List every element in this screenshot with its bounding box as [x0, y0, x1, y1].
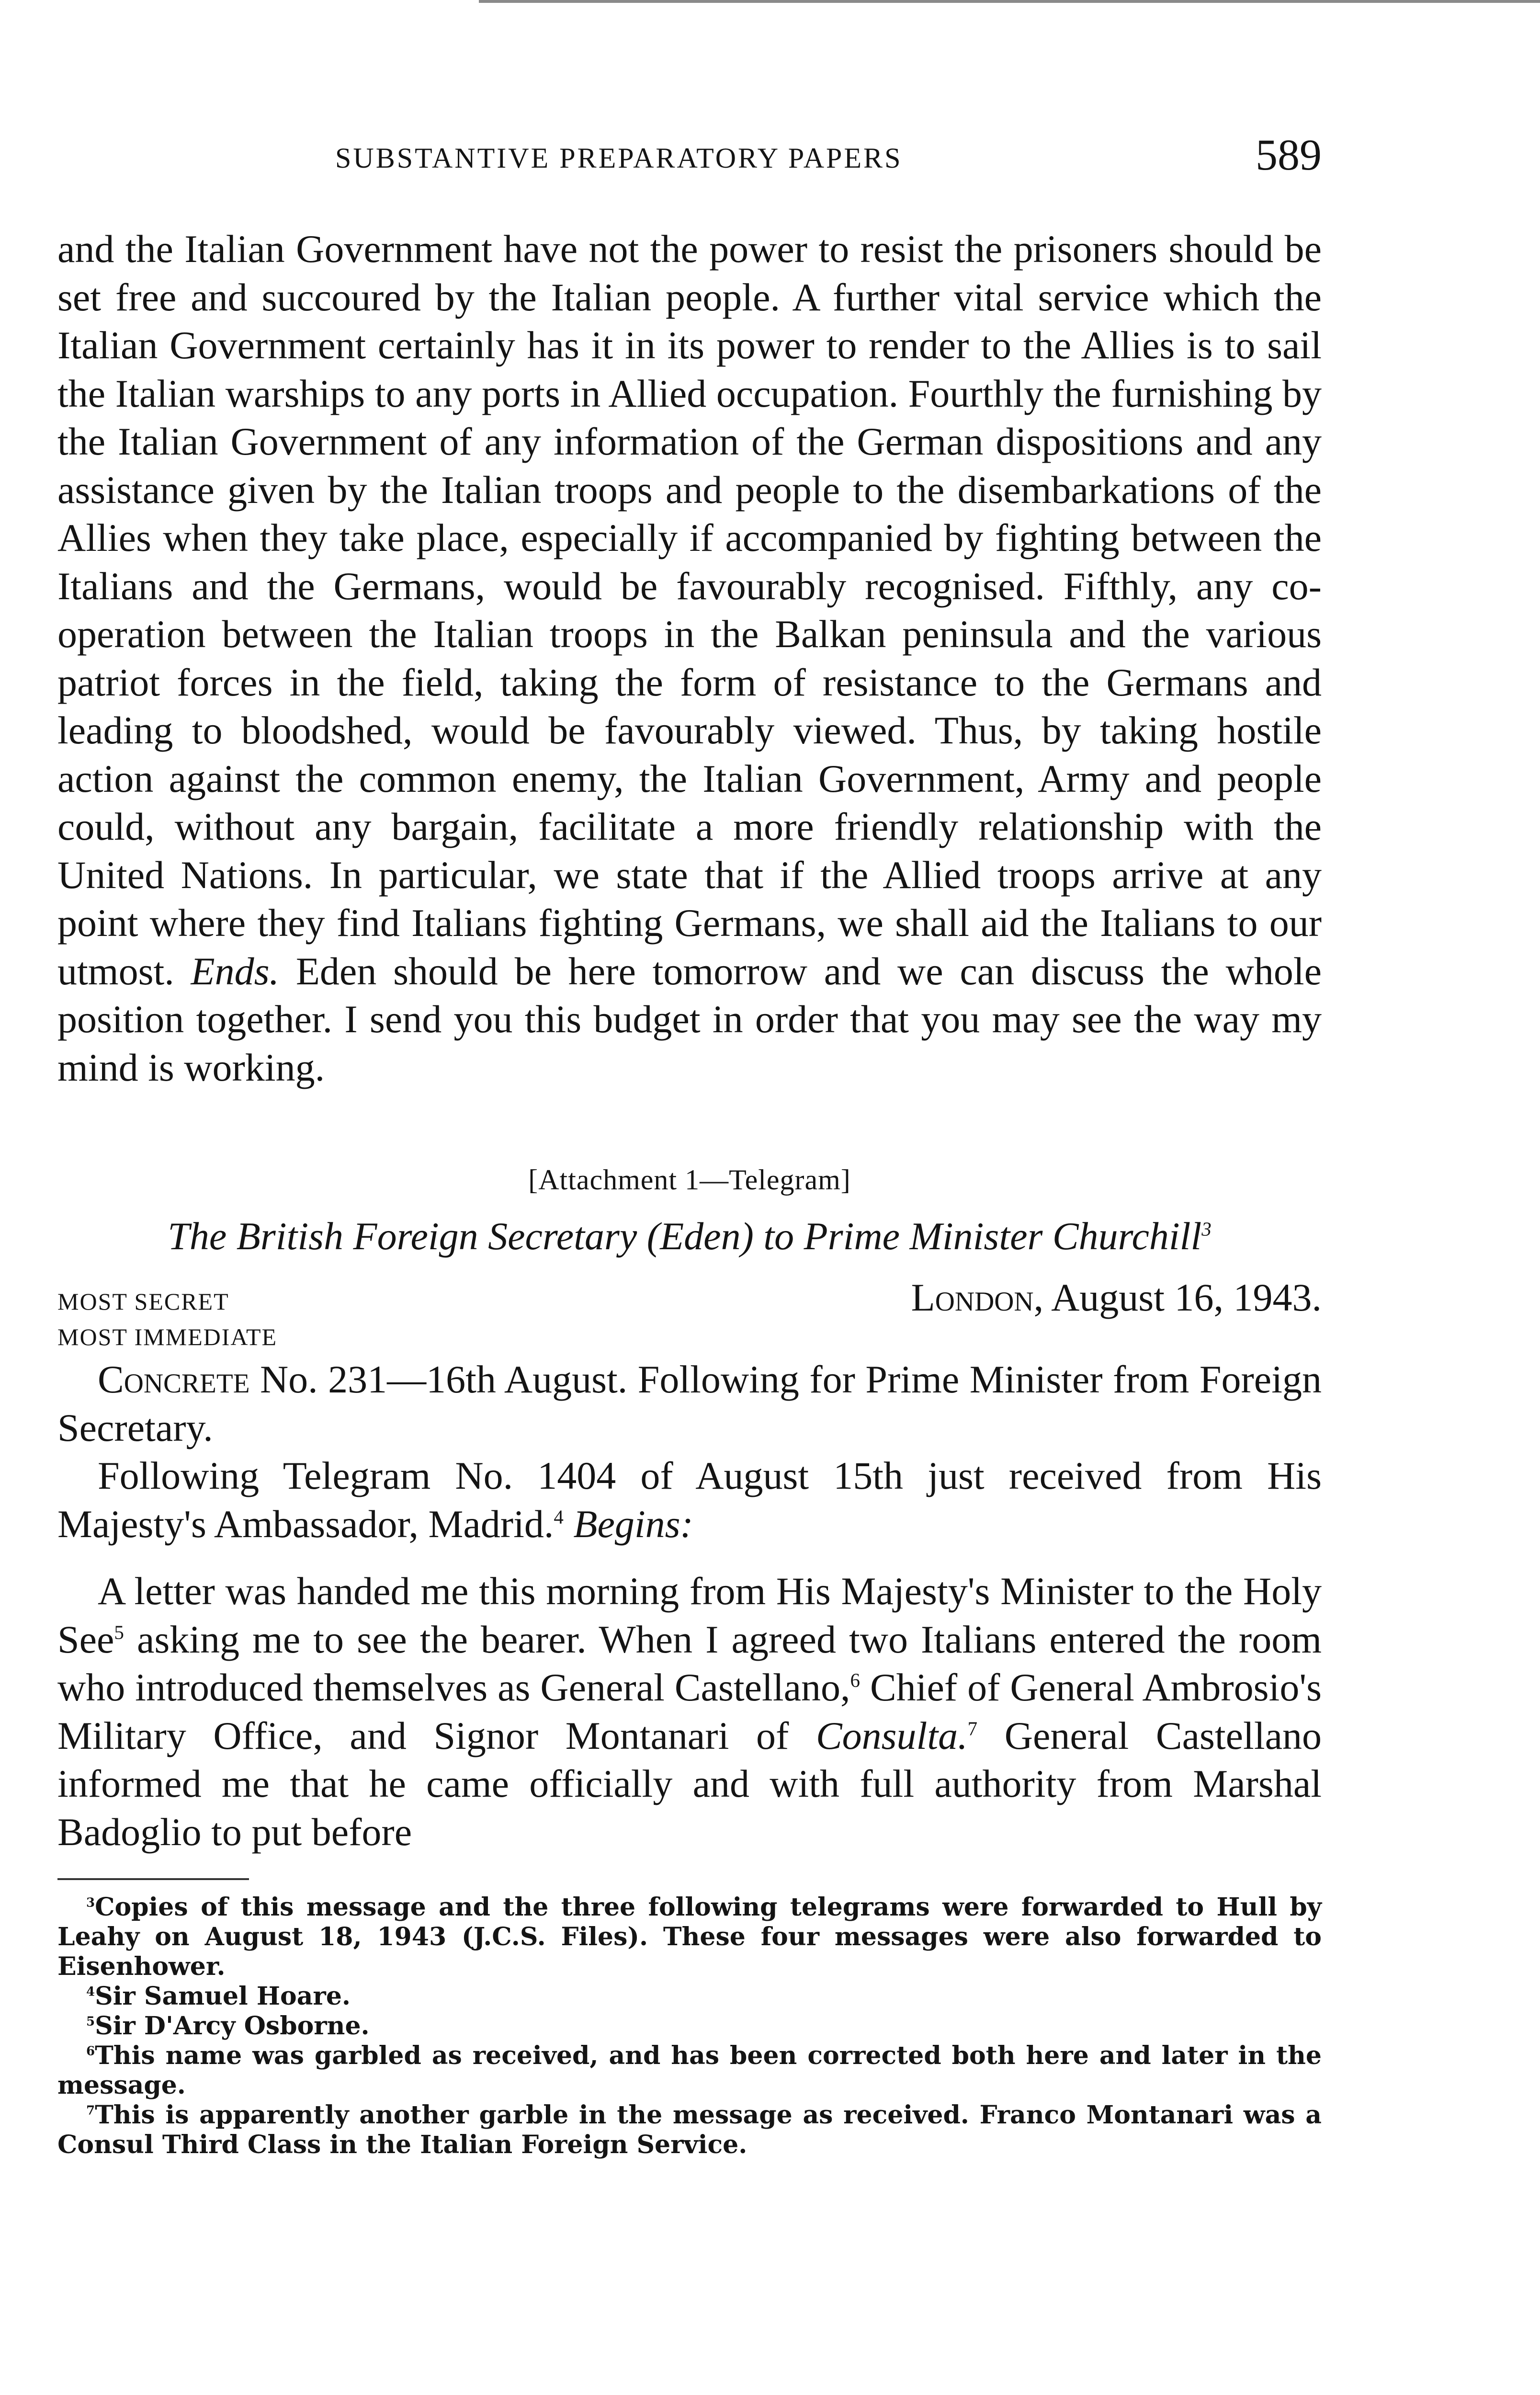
telegram-paragraph-3-a: A letter was handed me this morning from His Majesty's Minister to the Holy See	[57, 1569, 1322, 1661]
telegram-paragraph-3-c: Chief of General Ambrosio's Military Office, and Signor Montanari of	[57, 1665, 1322, 1757]
continuation-text-part1: and the Italian Government have not the power to resist the prisoners should be set free and succoured by the Italian people. A further vital service which the Italian Government certainly has it in its power to render to the Allies is to sail the Italian warships to any ports in Allied occupation. Fourthly the furnishing by the Italian Government of any information of the German dispositions and any assistance given by the Italian troops and people to the disembarkations of the Allies when they take place, especially if accompanied by fighting between the Italians and the Germans, would be favourably recognised. Fifthly, any co-operation between the Italian troops in the Balkan peninsula and the various patriot forces in the field, taking the form of resistance to the Germans and leading to bloodshed, would be favourably viewed. Thus, by taking hostile action against the common enemy, the Italian Government, Army and people could, without any bargain, facilitate a more friendly relationship with the United Nations. In particular, we state that if the Allied troops arrive at any point where they find Italians fighting Germans, we shall aid the Italians to our utmost.	[57, 227, 1322, 993]
footnote-item	[57, 1893, 1322, 1982]
footnote-item	[57, 1982, 1322, 2011]
attachment-heading: [Attachment 1—Telegram]	[528, 1164, 851, 1196]
telegram-paragraph-1	[57, 1356, 1322, 1452]
running-title: SUBSTANTIVE PREPARATORY PAPERS	[335, 142, 903, 174]
continuation-text-part2: Eden should be here tomorrow and we can discuss the whole position together. I send you this budget in order that you may see the way my mind is working.	[57, 949, 1322, 1089]
footnote-text: This name was garbled as received, and has been corrected both here and later in the message.	[57, 2041, 1322, 2100]
footnote-separator	[57, 1878, 249, 1880]
footnote-text: Copies of this message and the three following telegrams were forwarded to Hull by Leahy on August 18, 1943 (J.C.S. Files). These four messages were also forwarded to Eisenhower.	[57, 1893, 1322, 1981]
footnotes	[57, 1893, 1322, 2160]
dateline-date: August 16, 1943.	[1051, 1276, 1322, 1319]
footnote-ref-7: 7	[967, 1717, 978, 1740]
classification-most-immediate: MOST IMMEDIATE	[57, 1323, 278, 1350]
footnote-item	[57, 2011, 1322, 2041]
telegram-paragraph-3-d: General Castellano informed me that he came officially and with full authority from Marshal Badoglio to put before	[57, 1713, 1322, 1854]
document-page	[57, 129, 1322, 2160]
footnote-text: This is apparently another garble in the message as received. Franco Montanari was a Consul Third Class in the Italian Foreign Service.	[57, 2100, 1322, 2159]
telegram-paragraph-2	[57, 1452, 1322, 1548]
telegram-title-text: The British Foreign Secretary (Eden) to Prime Minister Churchill	[168, 1214, 1202, 1258]
telegram-paragraph-3-b: asking me to see the bearer. When I agreed two Italians entered the room who introduced themselves as General Castellano,	[57, 1617, 1322, 1709]
ends-marker: Ends.	[191, 949, 280, 993]
page-number: 589	[1256, 130, 1322, 179]
footnote-item	[57, 2100, 1322, 2160]
dateline-place: London,	[911, 1276, 1044, 1319]
footnote-ref-6: 6	[850, 1669, 860, 1691]
footnote-number: 5	[86, 2014, 95, 2029]
footnote-ref-3: 3	[1201, 1218, 1212, 1240]
footnote-ref-5: 5	[114, 1621, 124, 1643]
telegram-paragraph-3	[57, 1567, 1322, 1856]
footnote-text: Sir D'Arcy Osborne.	[95, 2011, 370, 2041]
consulta-word: Consulta.	[815, 1713, 968, 1757]
paragraph-spacer	[57, 1548, 1322, 1567]
footnote-item	[57, 2041, 1322, 2100]
telegram-title	[57, 1214, 1322, 1259]
telegram-meta	[57, 1276, 1322, 1320]
running-header	[57, 129, 1322, 187]
continuation-paragraph	[57, 225, 1322, 1092]
top-border-line	[479, 0, 1540, 3]
begins-marker: Begins:	[573, 1502, 693, 1546]
classification-most-secret: MOST SECRET	[57, 1288, 229, 1315]
telegram-paragraph-1-text: No. 231—16th August. Following for Prime Minister from Foreign Secretary.	[57, 1357, 1322, 1449]
footnote-number: 6	[86, 2044, 95, 2059]
footnote-number: 3	[86, 1895, 95, 1910]
dateline	[911, 1275, 1322, 1320]
footnote-number: 7	[86, 2103, 95, 2118]
footnote-text: Sir Samuel Hoare.	[95, 1982, 351, 2011]
footnote-ref-4: 4	[554, 1505, 564, 1528]
footnote-number: 4	[86, 1984, 95, 1999]
code-word: Concrete	[98, 1357, 250, 1401]
telegram-paragraph-2-text: Following Telegram No. 1404 of August 15th just received from His Majesty's Ambassador, Madrid.	[57, 1454, 1322, 1546]
